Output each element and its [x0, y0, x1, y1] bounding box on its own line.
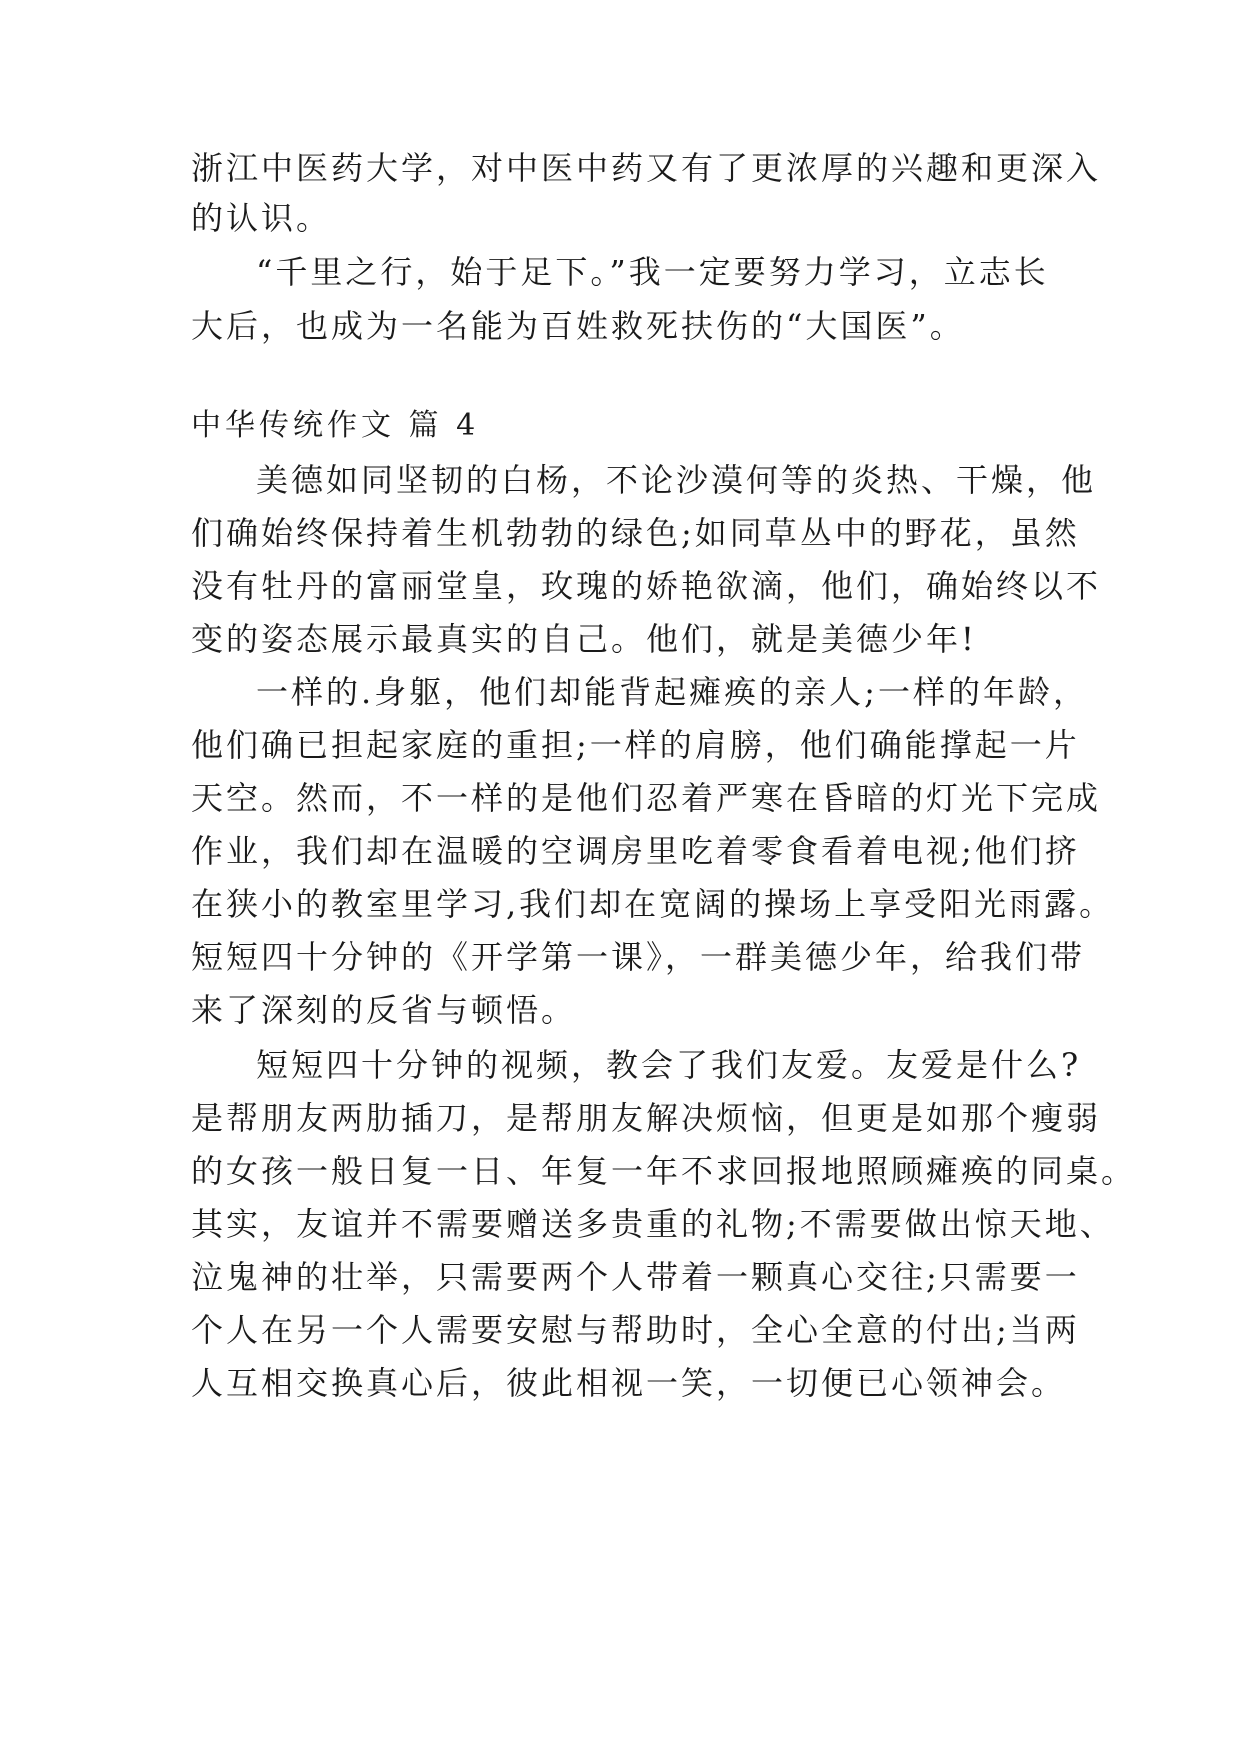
paragraph-4-line-5: 在狭小的教室里学习,我们却在宽阔的操场上享受阳光雨露。: [191, 885, 1115, 923]
paragraph-4-line-7: 来了深刻的反省与顿悟。: [191, 991, 577, 1029]
section-heading: 中华传统作文 篇 4: [191, 408, 480, 443]
paragraph-4-line-6: 短短四十分钟的《开学第一课》，一群美德少年，给我们带: [191, 938, 1086, 976]
paragraph-4-line-1: 一样的.身躯，他们却能背起瘫痪的亲人;一样的年龄，: [256, 673, 1088, 711]
paragraph-3-line-3: 没有牡丹的富丽堂皇，玫瑰的娇艳欲滴，他们，确始终以不: [191, 567, 1102, 605]
paragraph-4-line-2: 他们确已担起家庭的重担;一样的肩膀，他们确能撑起一片: [191, 726, 1080, 764]
paragraph-4-line-4: 作业，我们却在温暖的空调房里吃着零食看着电视;他们挤: [191, 832, 1080, 870]
paragraph-5-line-5: 泣鬼神的壮举，只需要两个人带着一颗真心交往;只需要一: [191, 1258, 1080, 1296]
paragraph-5-line-2: 是帮朋友两肋插刀，是帮朋友解决烦恼，但更是如那个瘦弱: [191, 1099, 1102, 1137]
paragraph-3-line-2: 们确始终保持着生机勃勃的绿色;如同草丛中的野花，虽然: [191, 514, 1080, 552]
paragraph-2-line-2: 大后，也成为一名能为百姓救死扶伤的“大国医”。: [191, 307, 965, 345]
paragraph-5-line-4: 其实，友谊并不需要赠送多贵重的礼物;不需要做出惊天地、: [191, 1205, 1115, 1243]
paragraph-1-line-2: 的认识。: [191, 199, 332, 237]
paragraph-3-line-4: 变的姿态展示最真实的自己。他们，就是美德少年!: [191, 620, 977, 658]
paragraph-3-line-1: 美德如同坚韧的白杨，不论沙漠何等的炎热、干燥，他: [256, 461, 1097, 499]
paragraph-5-line-1: 短短四十分钟的视频，教会了我们友爱。友爱是什么?: [256, 1046, 1082, 1084]
paragraph-4-line-3: 天空。然而，不一样的是他们忍着严寒在昏暗的灯光下完成: [191, 779, 1102, 817]
paragraph-5-line-6: 个人在另一个人需要安慰与帮助时，全心全意的付出;当两: [191, 1311, 1080, 1349]
paragraph-5-line-3: 的女孩一般日复一日、年复一年不求回报地照顾瘫痪的同桌。: [191, 1152, 1137, 1190]
paragraph-2-line-1: “千里之行，始于足下。”我一定要努力学习，立志长: [256, 253, 1049, 291]
paragraph-1-line-1: 浙江中医药大学，对中医中药又有了更浓厚的兴趣和更深入: [191, 149, 1102, 187]
paragraph-5-line-7: 人互相交换真心后，彼此相视一笑，一切便已心领神会。: [191, 1364, 1067, 1402]
